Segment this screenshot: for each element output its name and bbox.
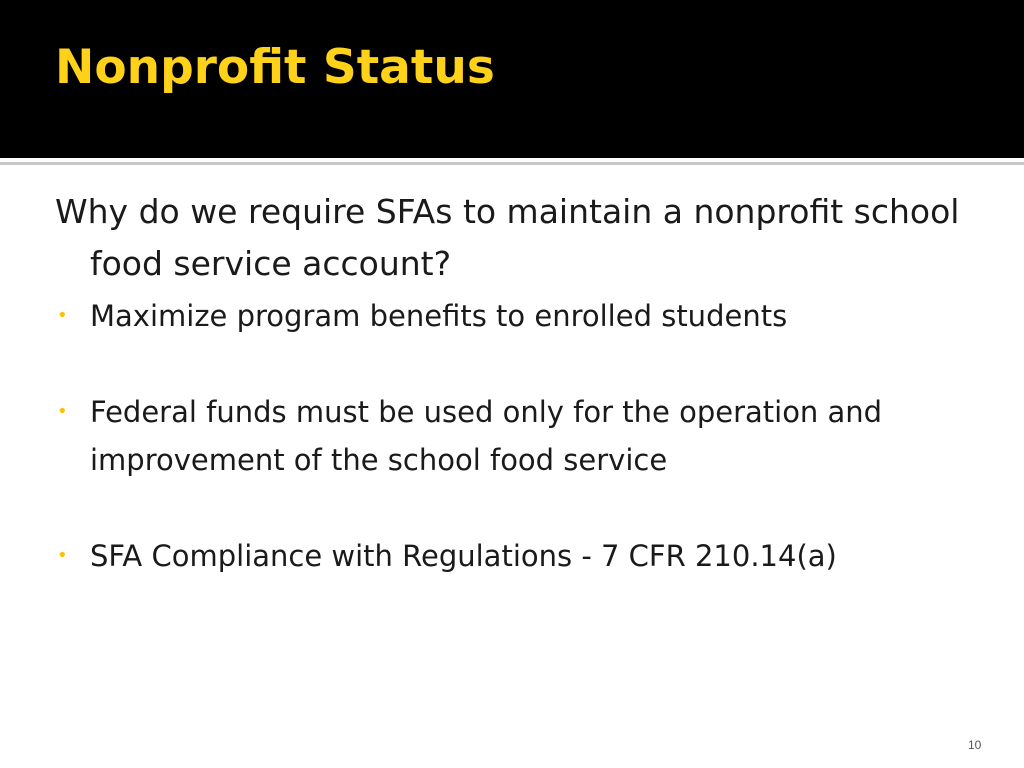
title-bar [0, 0, 1024, 158]
bullet-text: Federal funds must be used only for the operation and improvement of the school food service [90, 395, 883, 477]
bullet-marker-icon: • [57, 401, 68, 422]
title-divider-gray [0, 162, 1024, 165]
question-text: Why do we require SFAs to maintain a nonprofit school food service account? [55, 192, 960, 283]
bullet-item [55, 388, 990, 484]
bullet-text: Maximize program benefits to enrolled students [90, 299, 788, 333]
bullet-marker-icon: • [57, 305, 68, 326]
page-number: 10 [968, 738, 982, 752]
bullet-item [55, 532, 990, 580]
bullet-item [55, 292, 990, 340]
slide-body [55, 186, 990, 580]
bullet-text: SFA Compliance with Regulations - 7 CFR 210.14(a) [90, 539, 837, 573]
bullet-list [55, 292, 990, 580]
slide-title: Nonprofit Status [55, 40, 495, 95]
bullet-marker-icon: • [57, 545, 68, 566]
